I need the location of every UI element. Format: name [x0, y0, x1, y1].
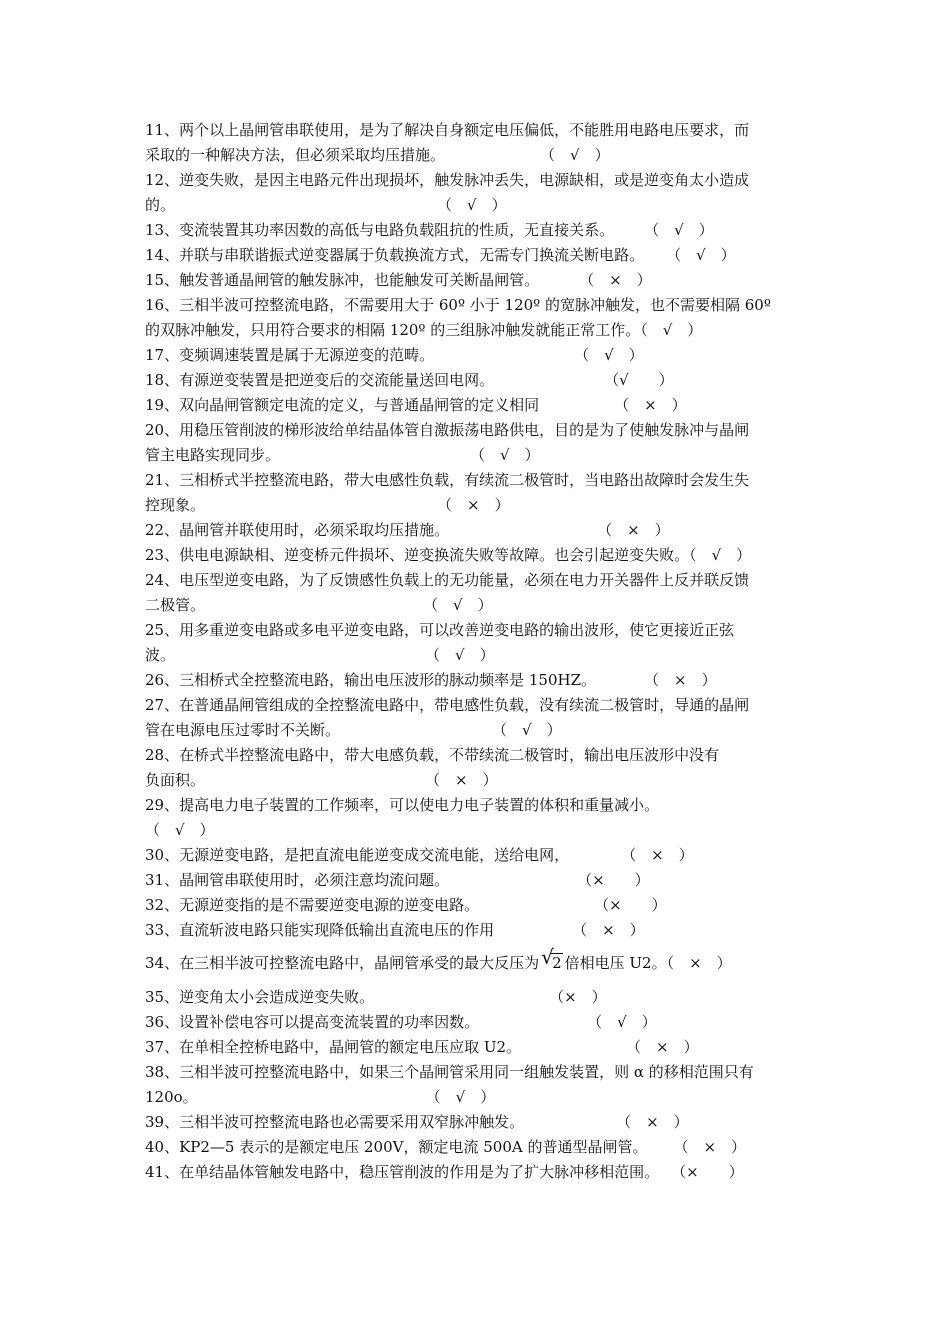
answer-mark: （ √ ）: [492, 721, 562, 739]
answer-mark: （ × ）: [616, 1113, 689, 1131]
answer-mark: （ √ ）: [644, 221, 714, 239]
question-25: [145, 618, 810, 668]
answer-mark: （ √ ）: [587, 1013, 657, 1031]
question-text-line: 35、逆变角太小会造成逆变失败。: [145, 988, 375, 1006]
answer-mark: （ √ ）: [666, 246, 736, 264]
answer-mark: （× ）: [594, 896, 667, 914]
answer-mark: （× ）: [577, 871, 650, 889]
question-31: [145, 868, 810, 893]
question-text-line: 23、供电电源缺相、逆变桥元件损坏、逆变换流失败等故障。也会引起逆变失败。: [145, 546, 690, 564]
question-text-line: 16、三相半波可控整流电路，不需要用大于 60º 小于 120º 的宽脉冲触发，也不需要相隔 60º: [145, 296, 771, 314]
question-text-line: 11、两个以上晶闸管串联使用，是为了解决自身额定电压偏低，不能胜用电路电压要求，而: [145, 121, 750, 139]
question-text-line: 12、逆变失败，是因主电路元件出现损坏，触发脉冲丢失，电源缺相，或是逆变角太小造成: [145, 171, 750, 189]
question-32: [145, 893, 810, 918]
question-text-line: 控现象。: [145, 496, 206, 514]
question-19: [145, 393, 810, 418]
question-text-line: 的双脉冲触发，只用符合要求的相隔 120º 的三组脉冲触发就能正常工作。: [145, 321, 641, 339]
answer-mark: （ × ）: [579, 271, 652, 289]
question-text-line: 34、在三相半波可控整流电路中，晶闸管承受的最大反压为: [145, 954, 540, 972]
answer-mark: （ × ）: [614, 396, 687, 414]
question-21: [145, 468, 810, 518]
answer-mark: （ × ）: [425, 771, 498, 789]
question-text-line: 26、三相桥式全控整流电路，输出电压波形的脉动频率是 150HZ。: [145, 671, 596, 689]
answer-mark: （ √ ）: [425, 646, 495, 664]
answer-mark: （ × ）: [666, 954, 732, 972]
question-13: [145, 218, 810, 243]
question-text-line: 120o。: [145, 1088, 198, 1106]
question-24: [145, 568, 810, 618]
question-text-line: 30、无源逆变电路，是把直流电能逆变成交流电能，送给电网，: [145, 846, 570, 864]
question-22: [145, 518, 810, 543]
question-41: [145, 1160, 810, 1185]
answer-mark: （ × ）: [621, 846, 694, 864]
question-36: [145, 1010, 810, 1035]
question-text-line: 二极管。: [145, 596, 206, 614]
answer-mark: （√ ）: [604, 371, 674, 389]
question-37: [145, 1035, 810, 1060]
question-27: [145, 693, 810, 743]
question-text-line: 24、电压型逆变电路，为了反馈感性负载上的无功能量，必须在电力开关器件上反并联反馈: [145, 571, 750, 589]
question-text-line: 波。: [145, 646, 176, 664]
question-text-line: 36、设置补偿电容可以提高变流装置的功率因数。: [145, 1013, 480, 1031]
answer-mark: （× ）: [671, 1163, 744, 1181]
question-16: [145, 293, 810, 343]
answer-mark: （ √ ）: [689, 546, 752, 564]
question-text-line: 31、晶闸管串联使用时，必须注意均流问题。: [145, 871, 450, 889]
question-26: [145, 668, 810, 693]
question-text-line: 采取的一种解决方法，但必须采取均压措施。: [145, 146, 446, 164]
question-text-line: 17、变频调速装置是属于无源逆变的范畴。: [145, 346, 435, 364]
question-text-line: 25、用多重逆变电路或多电平逆变电路，可以改善逆变电路的输出波形，使它更接近正弦: [145, 621, 735, 639]
answer-mark: （ × ）: [597, 521, 670, 539]
answer-mark: （ × ）: [626, 1038, 699, 1056]
answer-mark: （× ）: [549, 988, 607, 1006]
question-29: [145, 793, 810, 843]
question-text-line: 管主电路实现同步。: [145, 446, 281, 464]
answer-mark: （ × ）: [572, 921, 645, 939]
answer-mark: （ √ ）: [425, 1088, 496, 1106]
question-text-line: 的。: [145, 196, 176, 214]
question-text-line: 13、变流装置其功率因数的高低与电路负载阻抗的性质，无直接关系。: [145, 221, 615, 239]
question-text-line: 29、提高电力电子装置的工作频率，可以使电力电子装置的体积和重量减小。: [145, 796, 660, 814]
question-text-line: 负面积。: [145, 771, 206, 789]
question-text-line: 20、用稳压管削波的梯形波给单结晶体管自激振荡电路供电，目的是为了使触发脉冲与晶闸: [145, 421, 750, 439]
question-17: [145, 343, 810, 368]
question-text-line: 28、在桥式半控整流电路中，带大电感负载，不带续流二极管时，输出电压波形中没有: [145, 746, 720, 764]
question-38: [145, 1060, 810, 1110]
question-text-line: 18、有源逆变装置是把逆变后的交流能量送回电网。: [145, 371, 495, 389]
question-11: [145, 118, 810, 168]
square-root-symbol: √ 2: [541, 945, 562, 972]
question-14: [145, 243, 810, 268]
answer-mark: （ √ ）: [470, 446, 540, 464]
question-list: [145, 118, 810, 1185]
question-30: [145, 843, 810, 868]
answer-mark: （ × ）: [673, 1138, 747, 1156]
question-23: [145, 543, 810, 568]
question-39: [145, 1110, 810, 1135]
question-text-line: 39、三相半波可控整流电路也必需要采用双窄脉冲触发。: [145, 1113, 525, 1131]
answer-mark: （ √ ）: [423, 596, 493, 614]
answer-mark: （ √ ）: [145, 821, 215, 839]
question-34: [145, 943, 810, 985]
question-12: [145, 168, 810, 218]
question-text-line: 倍相电压 U2。: [564, 954, 667, 972]
question-18: [145, 368, 810, 393]
answer-mark: （ × ）: [644, 671, 717, 689]
question-35: [145, 985, 810, 1010]
answer-mark: （ √ ）: [540, 146, 610, 164]
question-20: [145, 418, 810, 468]
question-text-line: 38、三相半波可控整流电路中，如果三个晶闸管采用同一组触发装置，则 α 的移相范围只有: [145, 1063, 754, 1081]
question-text-line: 33、直流斩波电路只能实现降低输出直流电压的作用: [145, 921, 495, 939]
question-text-line: 14、并联与串联谐振式逆变器属于负载换流方式，无需专门换流关断电路。: [145, 246, 645, 264]
question-text-line: 19、双向晶闸管额定电流的定义，与普通晶闸管的定义相同: [145, 396, 540, 414]
question-text-line: 40、KP2—5 表示的是额定电压 200V，额定电流 500A 的普通型晶闸管。: [145, 1138, 648, 1156]
question-33: [145, 918, 810, 943]
answer-mark: （ √ ）: [640, 321, 703, 339]
question-text-line: 27、在普通晶闸管组成的全控整流电路中，带电感性负载，没有续流二极管时，导通的晶闸: [145, 696, 750, 714]
question-text-line: 32、无源逆变指的是不需要逆变电源的逆变电路。: [145, 896, 480, 914]
question-15: [145, 268, 810, 293]
question-text-line: 15、触发普通晶闸管的触发脉冲，也能触发可关断晶闸管。: [145, 271, 540, 289]
question-text-line: 管在电源电压过零时不关断。: [145, 721, 341, 739]
question-40: [145, 1135, 810, 1160]
answer-mark: （ × ）: [437, 496, 510, 514]
question-text-line: 37、在单相全控桥电路中，晶闸管的额定电压应取 U2。: [145, 1038, 522, 1056]
question-28: [145, 743, 810, 793]
answer-mark: （ √ ）: [437, 196, 507, 214]
question-text-line: 22、晶闸管并联使用时，必须采取均压措施。: [145, 521, 450, 539]
question-text-line: 41、在单结晶体管触发电路中，稳压管削波的作用是为了扩大脉冲移相范围。: [145, 1163, 660, 1181]
answer-mark: （ √ ）: [574, 346, 644, 364]
question-text-line: 21、三相桥式半控整流电路，带大电感性负载，有续流二极管时，当电路出故障时会发生失: [145, 471, 750, 489]
radical-sign-icon: √: [541, 945, 554, 969]
